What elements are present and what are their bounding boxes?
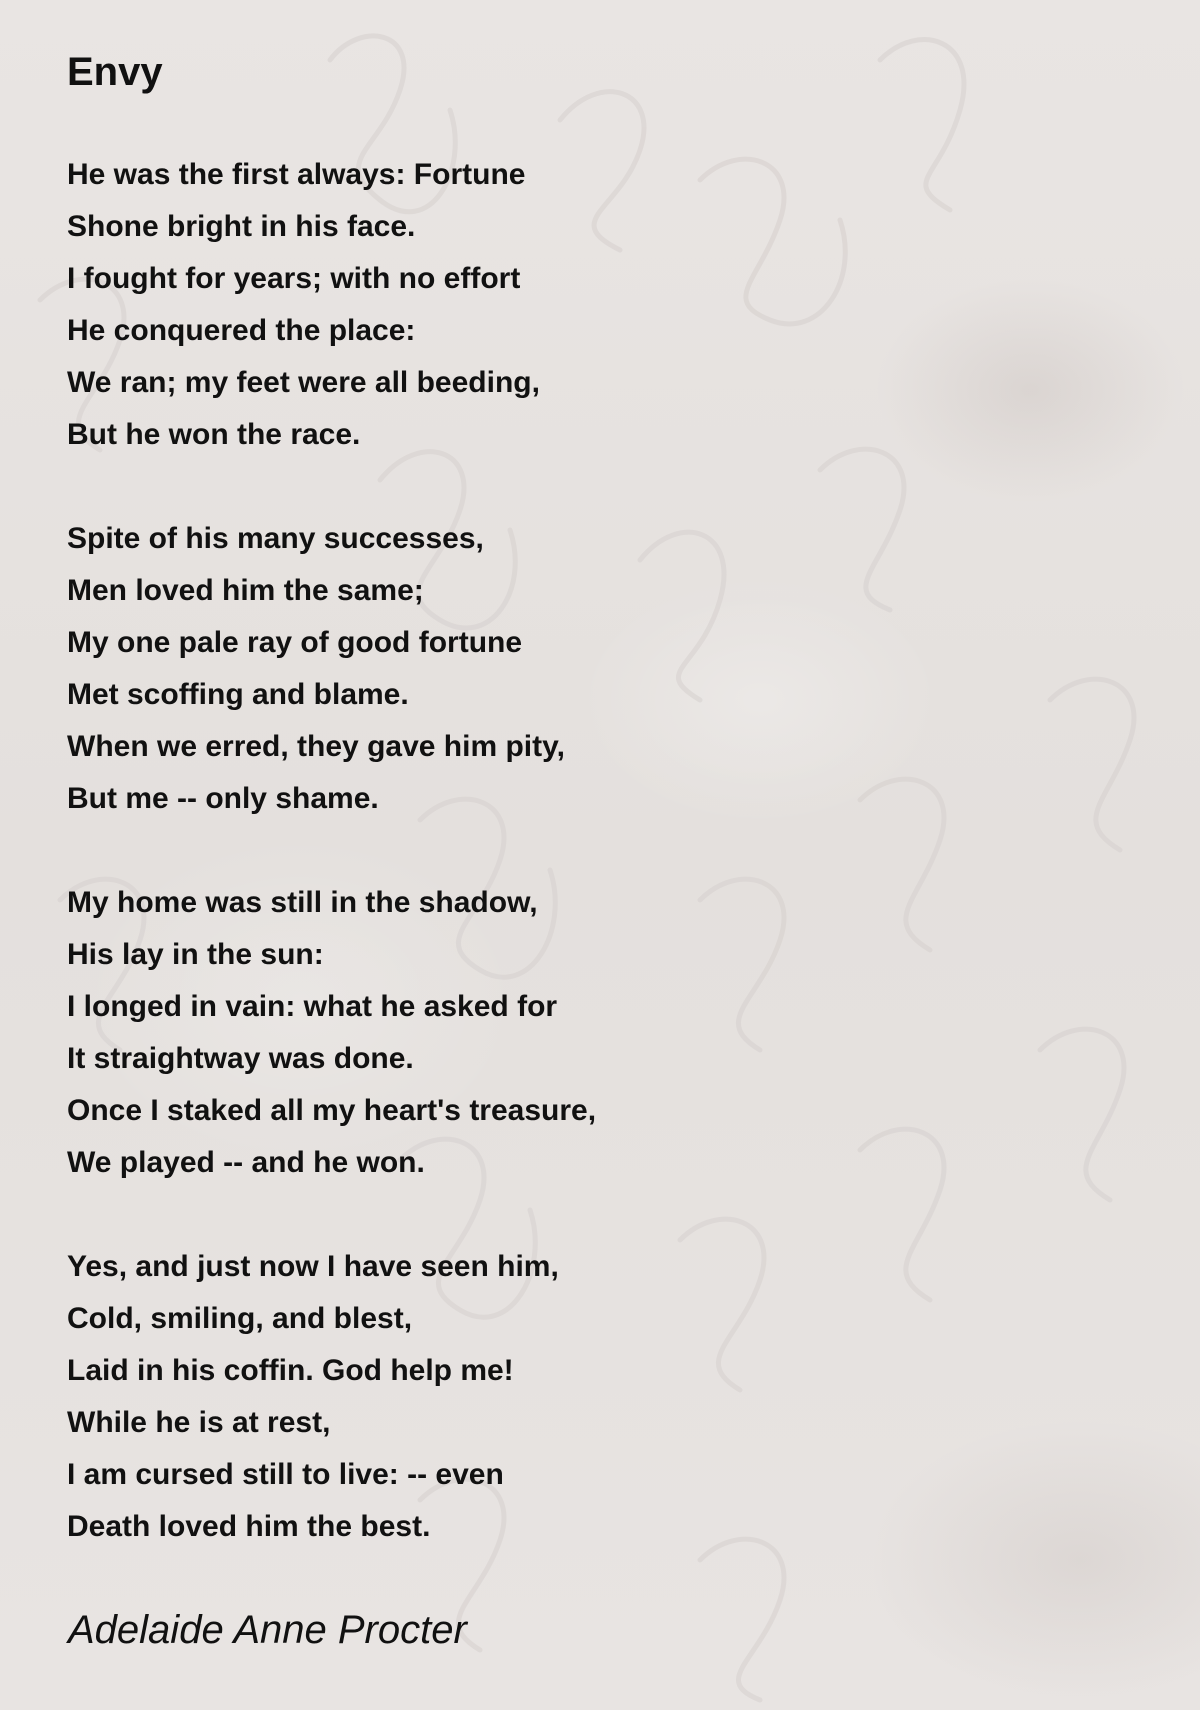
- poem-line: I longed in vain: what he asked for: [67, 990, 558, 1023]
- poem-line: Cold, smiling, and blest,: [67, 1302, 413, 1335]
- poem-line: We ran; my feet were all beeding,: [67, 366, 540, 399]
- poem-line: Spite of his many successes,: [67, 522, 484, 555]
- poem-line: He conquered the place:: [67, 314, 416, 347]
- poem-line: My one pale ray of good fortune: [67, 626, 523, 659]
- stanza-3: [67, 877, 596, 1189]
- stanza-2: [67, 513, 565, 825]
- poem-line: But he won the race.: [67, 418, 361, 451]
- poem-line: His lay in the sun:: [67, 938, 324, 971]
- poem-line: When we erred, they gave him pity,: [67, 730, 565, 763]
- poem-line: We played -- and he won.: [67, 1146, 425, 1179]
- poem-line: Yes, and just now I have seen him,: [67, 1250, 559, 1283]
- poem-line: I fought for years; with no effort: [67, 262, 521, 295]
- poem-line: Laid in his coffin. God help me!: [67, 1354, 514, 1387]
- poem-line: He was the first always: Fortune: [67, 158, 526, 191]
- poem-line: It straightway was done.: [67, 1042, 414, 1075]
- poem-line: Death loved him the best.: [67, 1510, 431, 1543]
- poem-line: I am cursed still to live: -- even: [67, 1458, 504, 1491]
- poem-line: While he is at rest,: [67, 1406, 331, 1439]
- poem-line: But me -- only shame.: [67, 782, 379, 815]
- poem-line: Once I staked all my heart's treasure,: [67, 1094, 597, 1127]
- poem-author: Adelaide Anne Procter: [68, 1608, 467, 1652]
- stanza-1: [67, 149, 540, 461]
- poem-line: My home was still in the shadow,: [67, 886, 538, 919]
- poem-line: Shone bright in his face.: [67, 210, 416, 243]
- poem-title: Envy: [67, 50, 163, 94]
- poem-line: Met scoffing and blame.: [67, 678, 409, 711]
- stanza-4: [67, 1241, 559, 1553]
- poem-line: Men loved him the same;: [67, 574, 424, 607]
